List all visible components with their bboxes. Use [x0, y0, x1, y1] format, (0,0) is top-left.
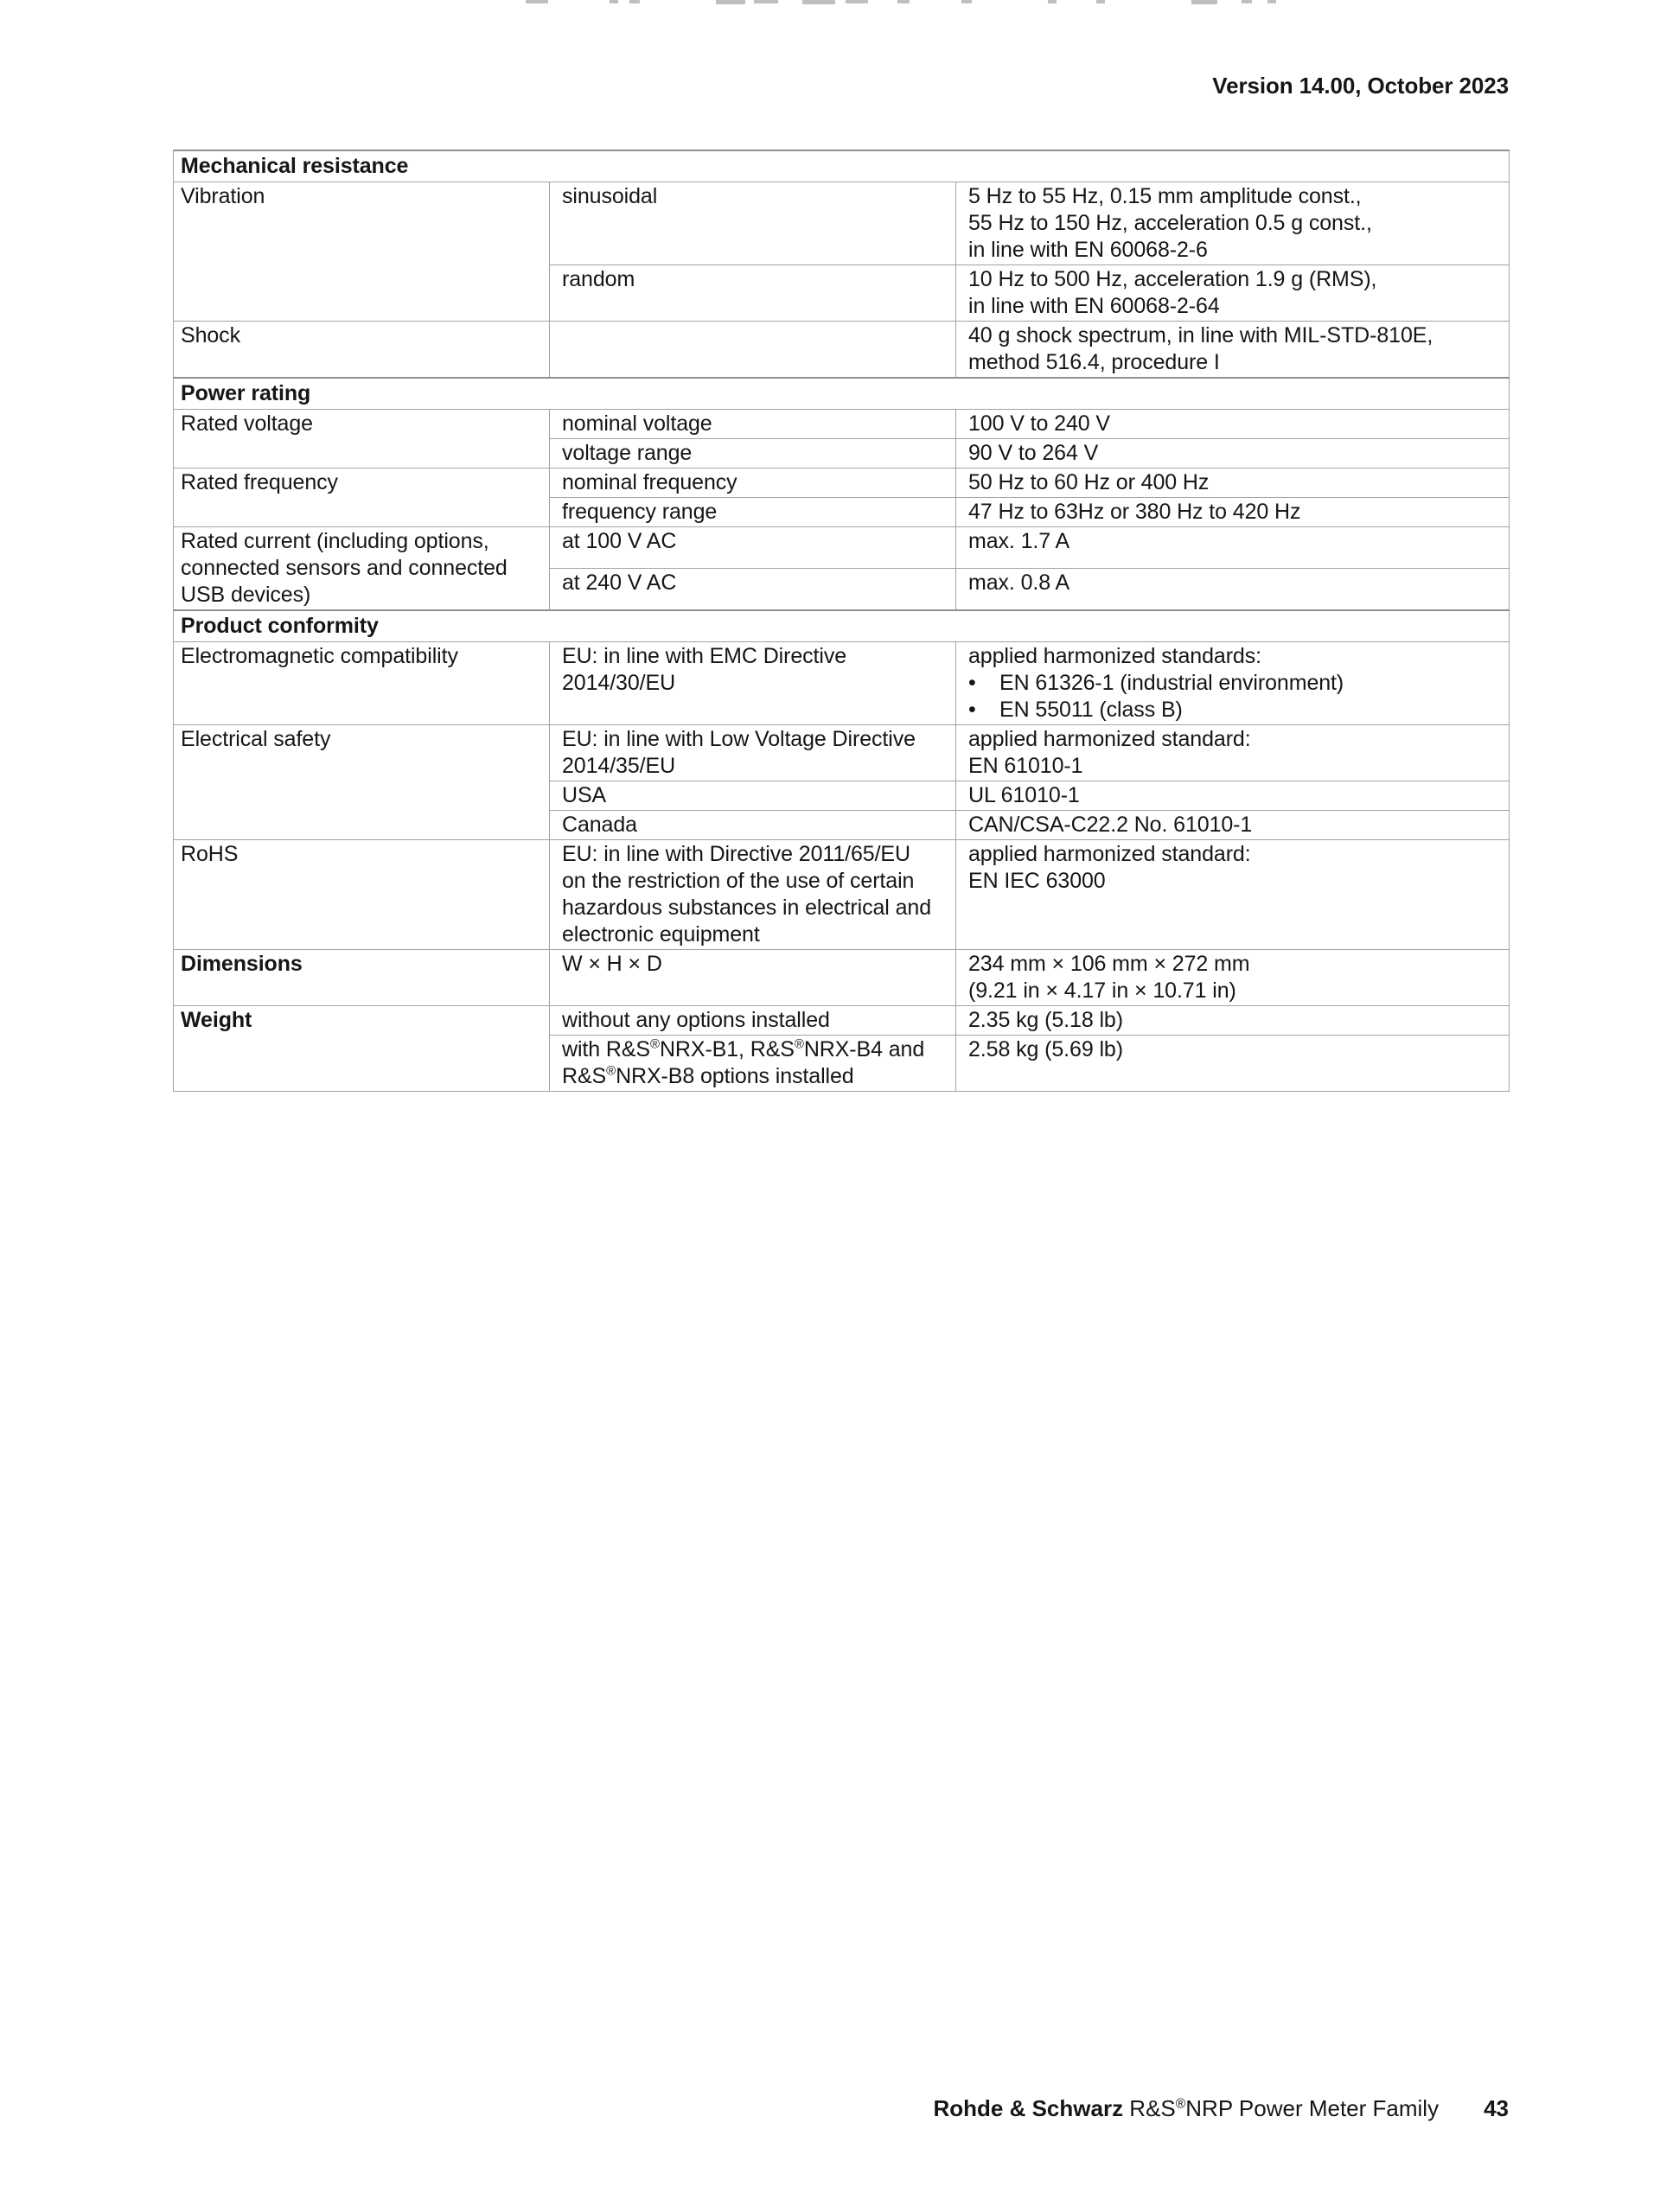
specifications-table: [173, 150, 1510, 1092]
table-row: [174, 469, 1510, 498]
row-value-cell: 10 Hz to 500 Hz, acceleration 1.9 g (RMS), in line with EN 60068-2-64: [956, 265, 1510, 322]
row-param-cell: EU: in line with Low Voltage Directive 2014/35/EU: [550, 725, 956, 781]
footer-product: R&S®NRP Power Meter Family: [1123, 2095, 1440, 2121]
page-number: 43: [1484, 2095, 1509, 2121]
row-value-cell: 50 Hz to 60 Hz or 400 Hz: [956, 469, 1510, 498]
row-value-cell: 90 V to 264 V: [956, 439, 1510, 469]
row-param-cell: EU: in line with Directive 2011/65/EU on the restriction of the use of certain hazardous substances in electrical and electronic equipment: [550, 840, 956, 950]
row-value-cell: 40 g shock spectrum, in line with MIL-STD-810E, method 516.4, procedure I: [956, 322, 1510, 379]
row-label-cell: Electromagnetic compatibility: [174, 642, 550, 725]
row-value-cell: 2.58 kg (5.69 lb): [956, 1036, 1510, 1092]
row-label-cell: Rated voltage: [174, 410, 550, 469]
table-row: [174, 410, 1510, 439]
row-value-cell: max. 1.7 A: [956, 527, 1510, 569]
row-param-cell: nominal frequency: [550, 469, 956, 498]
row-value-cell: 234 mm × 106 mm × 272 mm (9.21 in × 4.17 in × 10.71 in): [956, 950, 1510, 1006]
row-param-cell: random: [550, 265, 956, 322]
row-value-cell: max. 0.8 A: [956, 568, 1510, 610]
table-row: [174, 182, 1510, 265]
row-param-cell: EU: in line with EMC Directive 2014/30/EU: [550, 642, 956, 725]
section-row: [174, 378, 1510, 410]
row-value-cell: applied harmonized standard: EN 61010-1: [956, 725, 1510, 781]
row-label-cell: RoHS: [174, 840, 550, 950]
page-footer: [173, 2095, 1509, 2122]
table-row: [174, 642, 1510, 725]
row-value-cell: 2.35 kg (5.18 lb): [956, 1006, 1510, 1036]
section-row: [174, 610, 1510, 642]
section-header: Product conformity: [174, 610, 1510, 642]
row-label-cell: Rated current (including options, connected sensors and connected USB devices): [174, 527, 550, 611]
row-label-cell: Shock: [174, 322, 550, 379]
row-label-cell: Vibration: [174, 182, 550, 322]
table-row: [174, 1006, 1510, 1036]
row-label-cell: Weight: [174, 1006, 550, 1092]
row-value-cell: CAN/CSA-C22.2 No. 61010-1: [956, 811, 1510, 840]
row-param-cell: frequency range: [550, 498, 956, 527]
row-value-cell: applied harmonized standards: • EN 61326-1 (industrial environment) • EN 55011 (class B): [956, 642, 1510, 725]
row-param-cell: sinusoidal: [550, 182, 956, 265]
table-row: [174, 840, 1510, 950]
row-param-cell: W × H × D: [550, 950, 956, 1006]
row-param-cell: Canada: [550, 811, 956, 840]
footer-text: [933, 2095, 1439, 2122]
version-header: Version 14.00, October 2023: [1212, 73, 1509, 99]
table-row: [174, 950, 1510, 1006]
section-header: Mechanical resistance: [174, 150, 1510, 182]
section-header: Power rating: [174, 378, 1510, 410]
row-label-cell: Dimensions: [174, 950, 550, 1006]
row-param-cell: at 240 V AC: [550, 568, 956, 610]
row-param-cell: [550, 322, 956, 379]
row-value-cell: applied harmonized standard: EN IEC 63000: [956, 840, 1510, 950]
row-param-cell: voltage range: [550, 439, 956, 469]
section-row: [174, 150, 1510, 182]
row-param-cell: USA: [550, 781, 956, 811]
row-value-cell: 100 V to 240 V: [956, 410, 1510, 439]
table-row: [174, 527, 1510, 569]
row-value-cell: 47 Hz to 63Hz or 380 Hz to 420 Hz: [956, 498, 1510, 527]
footer-brand: Rohde & Schwarz: [933, 2095, 1124, 2121]
row-label-cell: Electrical safety: [174, 725, 550, 840]
row-label-cell: Rated frequency: [174, 469, 550, 527]
row-param-cell: nominal voltage: [550, 410, 956, 439]
row-param-cell: with R&S®NRX-B1, R&S®NRX-B4 and R&S®NRX-B8 options installed: [550, 1036, 956, 1092]
row-value-cell: 5 Hz to 55 Hz, 0.15 mm amplitude const., 55 Hz to 150 Hz, acceleration 0.5 g const., in line with EN 60068-2-6: [956, 182, 1510, 265]
table-row: [174, 322, 1510, 379]
row-value-cell: UL 61010-1: [956, 781, 1510, 811]
row-param-cell: at 100 V AC: [550, 527, 956, 569]
table-row: [174, 725, 1510, 781]
row-param-cell: without any options installed: [550, 1006, 956, 1036]
